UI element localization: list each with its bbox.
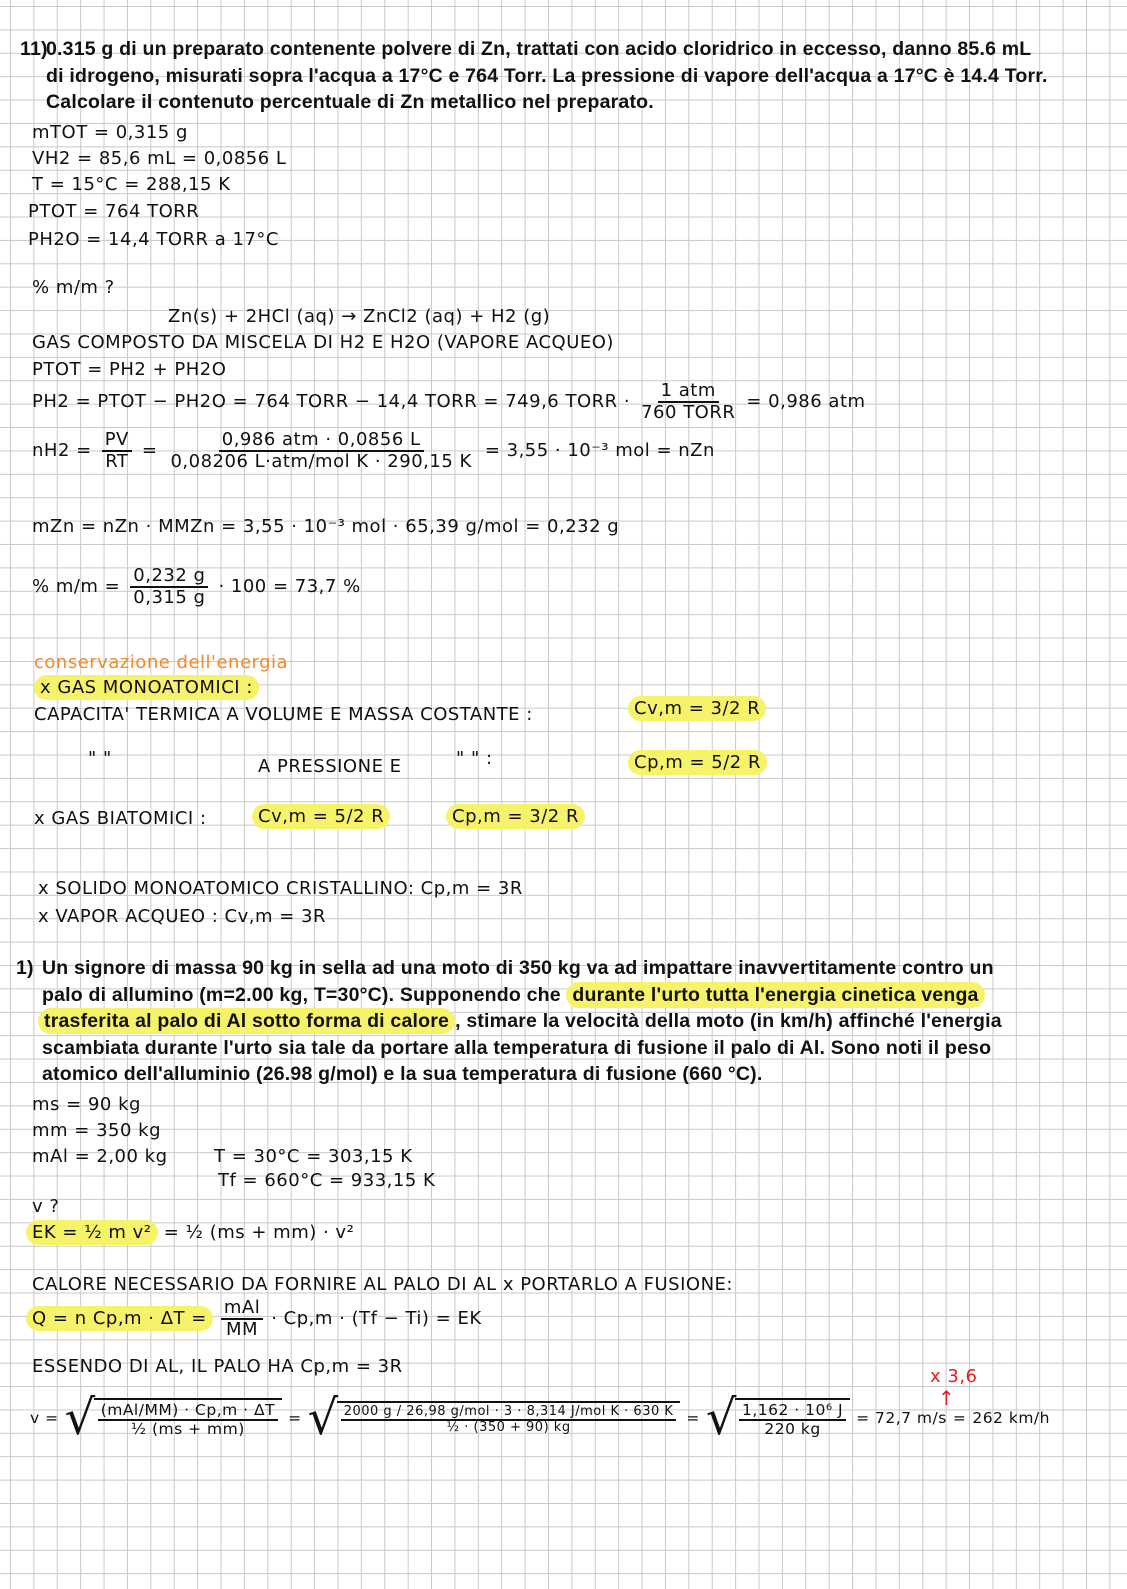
- problem-1-line-2a: palo di allumino (m=2.00 kg, T=30°C). Supponendo che: [42, 984, 567, 1006]
- biatomic-label: x GAS BIATOMICI :: [34, 808, 207, 829]
- equals-sign-4: =: [952, 1409, 967, 1427]
- data-ph2o: PH2O = 14,4 TORR a 17°C: [28, 229, 279, 250]
- pv-rt-fraction: [102, 430, 132, 472]
- data-ms: ms = 90 kg: [32, 1094, 141, 1115]
- percent-label: % m/m =: [32, 576, 121, 598]
- ptot-equation: PTOT = PH2 + PH2O: [32, 359, 227, 380]
- mono-cp-value: Cp,m = 5/2 R: [628, 750, 767, 775]
- q-rest: · Cp,m · (Tf − Ti) = EK: [271, 1308, 482, 1330]
- problem-1-highlight-a: durante l'urto tutta l'energia cinetica venga: [566, 982, 984, 1008]
- data-mtot: mTOT = 0,315 g: [32, 122, 188, 143]
- nh2-equation: [32, 430, 715, 472]
- data-temperature: T = 15°C = 288,15 K: [32, 174, 231, 195]
- q-num: mAl: [221, 1298, 263, 1320]
- data-ti: T = 30°C = 303,15 K: [214, 1146, 413, 1167]
- data-ptot: PTOT = 764 TORR: [28, 201, 200, 222]
- up-arrow-icon: ↑: [938, 1386, 955, 1410]
- result-kmh: 262 km/h: [972, 1409, 1050, 1427]
- atm-conversion: [638, 381, 738, 423]
- problem-1-highlight-b: trasferita al palo di Al sotto forma di calore: [38, 1008, 455, 1034]
- ditto-marks: " ": [88, 748, 112, 769]
- problem-1-line-2: [42, 984, 985, 1007]
- question-v: v ?: [32, 1196, 60, 1217]
- sqrt-2: [307, 1390, 681, 1446]
- reaction-equation: Zn(s) + 2HCl (aq) → ZnCl2 (aq) + H2 (g): [168, 306, 551, 327]
- nh2-values-fraction: [167, 430, 474, 472]
- sqrt-1: [64, 1390, 283, 1446]
- conv-num: 1 atm: [658, 381, 719, 403]
- ditto-marks-2: " " :: [456, 748, 493, 769]
- equals-sign: =: [141, 440, 158, 462]
- biatomic-cv: Cv,m = 5/2 R: [252, 804, 390, 829]
- velocity-equation: [30, 1390, 1050, 1446]
- s1-den: ½ (ms + mm): [131, 1420, 245, 1438]
- problem-1-line-1: Un signore di massa 90 kg in sella ad una moto di 350 kg va ad impattare inavvertitamente contro un: [42, 957, 994, 979]
- question-percent: % m/m ?: [32, 277, 115, 298]
- mono-gas-label: x GAS MONOATOMICI :: [34, 675, 259, 700]
- cp-note: ESSENDO DI AL, IL PALO HA Cp,m = 3R: [32, 1356, 403, 1377]
- problem-1-line-3b: , stimare la velocità della moto (in km/h) affinché l'energia: [455, 1010, 1002, 1032]
- s2-num: 2000 g / 26,98 g/mol · 3 · 8,314 J/mol K · 630 K: [341, 1405, 677, 1421]
- heat-text: CALORE NECESSARIO DA FORNIRE AL PALO DI AL x PORTARLO A FUSIONE:: [32, 1274, 733, 1295]
- q-den: MM: [226, 1318, 259, 1340]
- q-highlight: Q = n Cp,m · ΔT =: [26, 1306, 213, 1331]
- equals-sign-3: =: [686, 1409, 700, 1427]
- sqrt-sign-icon-3: √: [705, 1390, 737, 1446]
- percent-fraction: [130, 566, 208, 608]
- sqrt-sign-icon-2: √: [307, 1390, 339, 1446]
- s1-num: (mAl/MM) · Cp,m · ΔT: [98, 1402, 278, 1421]
- data-mm: mm = 350 kg: [32, 1120, 162, 1141]
- cv-text: CAPACITA' TERMICA A VOLUME E MASSA COSTANTE :: [34, 704, 533, 725]
- gas-mixture-note: GAS COMPOSTO DA MISCELA DI H2 E H2O (VAPORE ACQUEO): [32, 332, 614, 353]
- rt-den: RT: [105, 450, 129, 472]
- conversion-note: x 3,6: [930, 1366, 978, 1387]
- solid-note: x SOLIDO MONOATOMICO CRISTALLINO: Cp,m = 3R: [38, 878, 523, 899]
- conv-den: 760 TORR: [641, 401, 736, 423]
- problem-1-number: 1): [16, 957, 34, 979]
- nh2-num: 0,986 atm · 0,0856 L: [219, 430, 424, 452]
- vapor-note: x VAPOR ACQUEO : Cv,m = 3R: [38, 906, 327, 927]
- cp-text: A PRESSIONE E: [258, 756, 402, 777]
- problem-11-line-3: Calcolare il contenuto percentuale di Zn metallico nel preparato.: [46, 91, 654, 113]
- energy-heading: conservazione dell'energia: [34, 652, 289, 673]
- heat-equation: [26, 1298, 482, 1340]
- data-vh2: VH2 = 85,6 mL = 0,0856 L: [32, 148, 287, 169]
- mono-cv-value: Cv,m = 3/2 R: [628, 696, 766, 721]
- mzn-equation: mZn = nZn · MMZn = 3,55 · 10⁻³ mol · 65,39 g/mol = 0,232 g: [32, 516, 620, 537]
- ph2-equation: [32, 381, 866, 423]
- nh2-label: nH2 =: [32, 440, 92, 462]
- problem-11-line-2: di idrogeno, misurati sopra l'acqua a 17°C e 764 Torr. La pressione di vapore dell'acqua a 17°C è 14.4 Torr.: [46, 65, 1048, 87]
- percent-equation: [32, 566, 361, 608]
- s3-num: 1,162 · 10⁶ J: [739, 1402, 846, 1421]
- ph2-left: PH2 = PTOT − PH2O = 764 TORR − 14,4 TORR = 749,6 TORR ·: [32, 391, 631, 413]
- ek-highlight: EK = ½ m v²: [26, 1220, 158, 1245]
- problem-11-line-1: 0.315 g di un preparato contenente polvere di Zn, trattati con acido cloridrico in eccesso, danno 85.6 mL: [46, 38, 1032, 60]
- problem-1-line-4: scambiata durante l'urto sia tale da portare alla temperatura di fusione il palo di Al. Sono noti il peso: [42, 1037, 992, 1059]
- problem-11-number: 11): [20, 38, 48, 60]
- data-mal: mAl = 2,00 kg: [32, 1146, 168, 1167]
- biatomic-cp: Cp,m = 3/2 R: [446, 804, 585, 829]
- s2-den: ½ · (350 + 90) kg: [446, 1420, 571, 1435]
- percent-result: · 100 = 73,7 %: [218, 576, 361, 598]
- sqrt-sign-icon: √: [64, 1390, 96, 1446]
- equals-sign-2: =: [288, 1409, 302, 1427]
- nh2-result: = 3,55 · 10⁻³ mol = nZn: [484, 440, 715, 462]
- result-ms: = 72,7 m/s: [856, 1409, 947, 1427]
- v-label: v =: [30, 1409, 59, 1427]
- percent-num: 0,232 g: [130, 566, 208, 588]
- pv-num: PV: [102, 430, 132, 452]
- problem-1-line-3: [38, 1010, 1002, 1033]
- problem-1-line-5: atomico dell'alluminio (26.98 g/mol) e la sua temperatura di fusione (660 °C).: [42, 1063, 763, 1085]
- s3-den: 220 kg: [764, 1420, 821, 1438]
- ph2-result: = 0,986 atm: [746, 391, 866, 413]
- data-tf: Tf = 660°C = 933,15 K: [218, 1170, 436, 1191]
- q-fraction: [221, 1298, 263, 1340]
- ek-rest: = ½ (ms + mm) · v²: [163, 1222, 355, 1243]
- sqrt-3: [705, 1390, 850, 1446]
- nh2-den: 0,08206 L·atm/mol K · 290,15 K: [170, 450, 472, 472]
- percent-den: 0,315 g: [133, 586, 206, 608]
